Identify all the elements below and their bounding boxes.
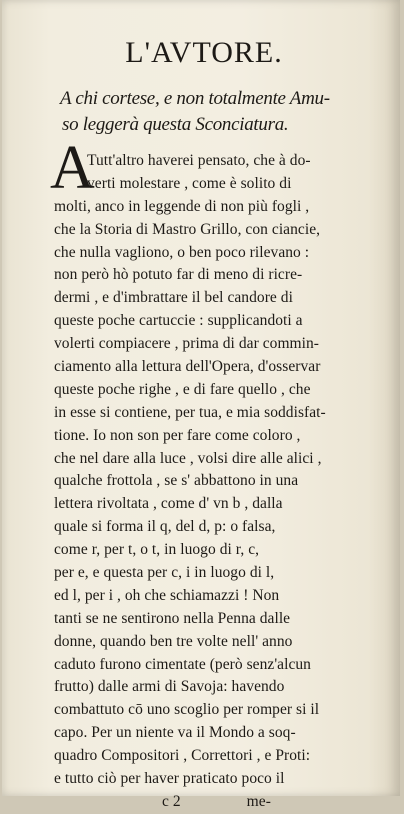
- text-line: lettera rivoltata , come d' vn b , dalla: [54, 495, 283, 513]
- text-line: che nel dare alla luce , volsi dire alle alici ,: [54, 449, 322, 467]
- text-line: che nulla vagliono, o ben poco rilevano :: [54, 243, 310, 261]
- text-line: qualche frottola , se s' abbattono in una: [54, 472, 299, 490]
- subtitle-line: so leggerà questa Sconciatura.: [62, 114, 289, 135]
- text-line: combattuto cō uno scoglio per romper si il: [54, 701, 320, 719]
- text-line: per e, e questa per c, i in luogo di l,: [54, 564, 275, 582]
- text-line: queste poche righe , e di fare quello , che: [54, 380, 311, 398]
- body-text: [54, 150, 388, 814]
- text-line: tanti se ne sentirono nella Penna dalle: [54, 609, 291, 627]
- dedication-subtitle: [60, 86, 380, 138]
- book-page: [2, 0, 400, 810]
- text-line: frutto) dalle armi di Savoja: havendo: [54, 678, 285, 696]
- text-line: donne, quando ben tre volte nell' anno: [54, 632, 293, 650]
- text-line: dermi , e d'imbrattare il bel candore di: [54, 289, 293, 307]
- text-line: volerti compiacere , prima di dar commin-: [54, 335, 320, 353]
- text-line: come r, per t, o t, in luogo di r, c,: [54, 541, 260, 559]
- drop-cap: A: [50, 134, 95, 202]
- text-line: molti, anco in leggende di non più fogli ,: [54, 197, 310, 215]
- text-line: che la Storia di Mastro Grillo, con ciancie,: [54, 220, 321, 238]
- subtitle-line: A chi cortese, e non totalmente Amu-: [60, 88, 330, 109]
- text-line: Tutt'altro haverei pensato, che à do-: [87, 152, 311, 169]
- text-line: verti molestare , come è solito di: [87, 174, 292, 192]
- text-line: in esse si contiene, per tua, e mia soddisfat-: [54, 403, 326, 421]
- page-heading: L'AVTORE.: [125, 36, 283, 69]
- text-line: caduto furono cimentate (però senz'alcun: [54, 655, 311, 673]
- text-line: e tutto ciò per haver praticato poco il: [54, 770, 285, 788]
- text-line: quale si forma il q, del d, p: o falsa,: [54, 518, 276, 536]
- text-line: ciamento alla lettura dell'Opera, d'osservar: [54, 358, 321, 376]
- text-line: quadro Compositori , Correttori , e Proti:: [54, 747, 311, 765]
- catchword: me-: [246, 792, 271, 810]
- footer-line: [54, 791, 388, 814]
- text-line: capo. Per un niente va il Mondo a soq-: [54, 724, 296, 742]
- text-line: ed l, per i , oh che schiamazzi ! Non: [54, 586, 280, 604]
- text-line: tione. Io non son per fare come coloro ,: [54, 426, 301, 444]
- text-line: queste poche cartuccie : supplicandoti a: [54, 312, 303, 330]
- text-line: non però hò potuto far di meno di ricre-: [54, 266, 303, 284]
- signature-mark: c 2: [162, 792, 181, 810]
